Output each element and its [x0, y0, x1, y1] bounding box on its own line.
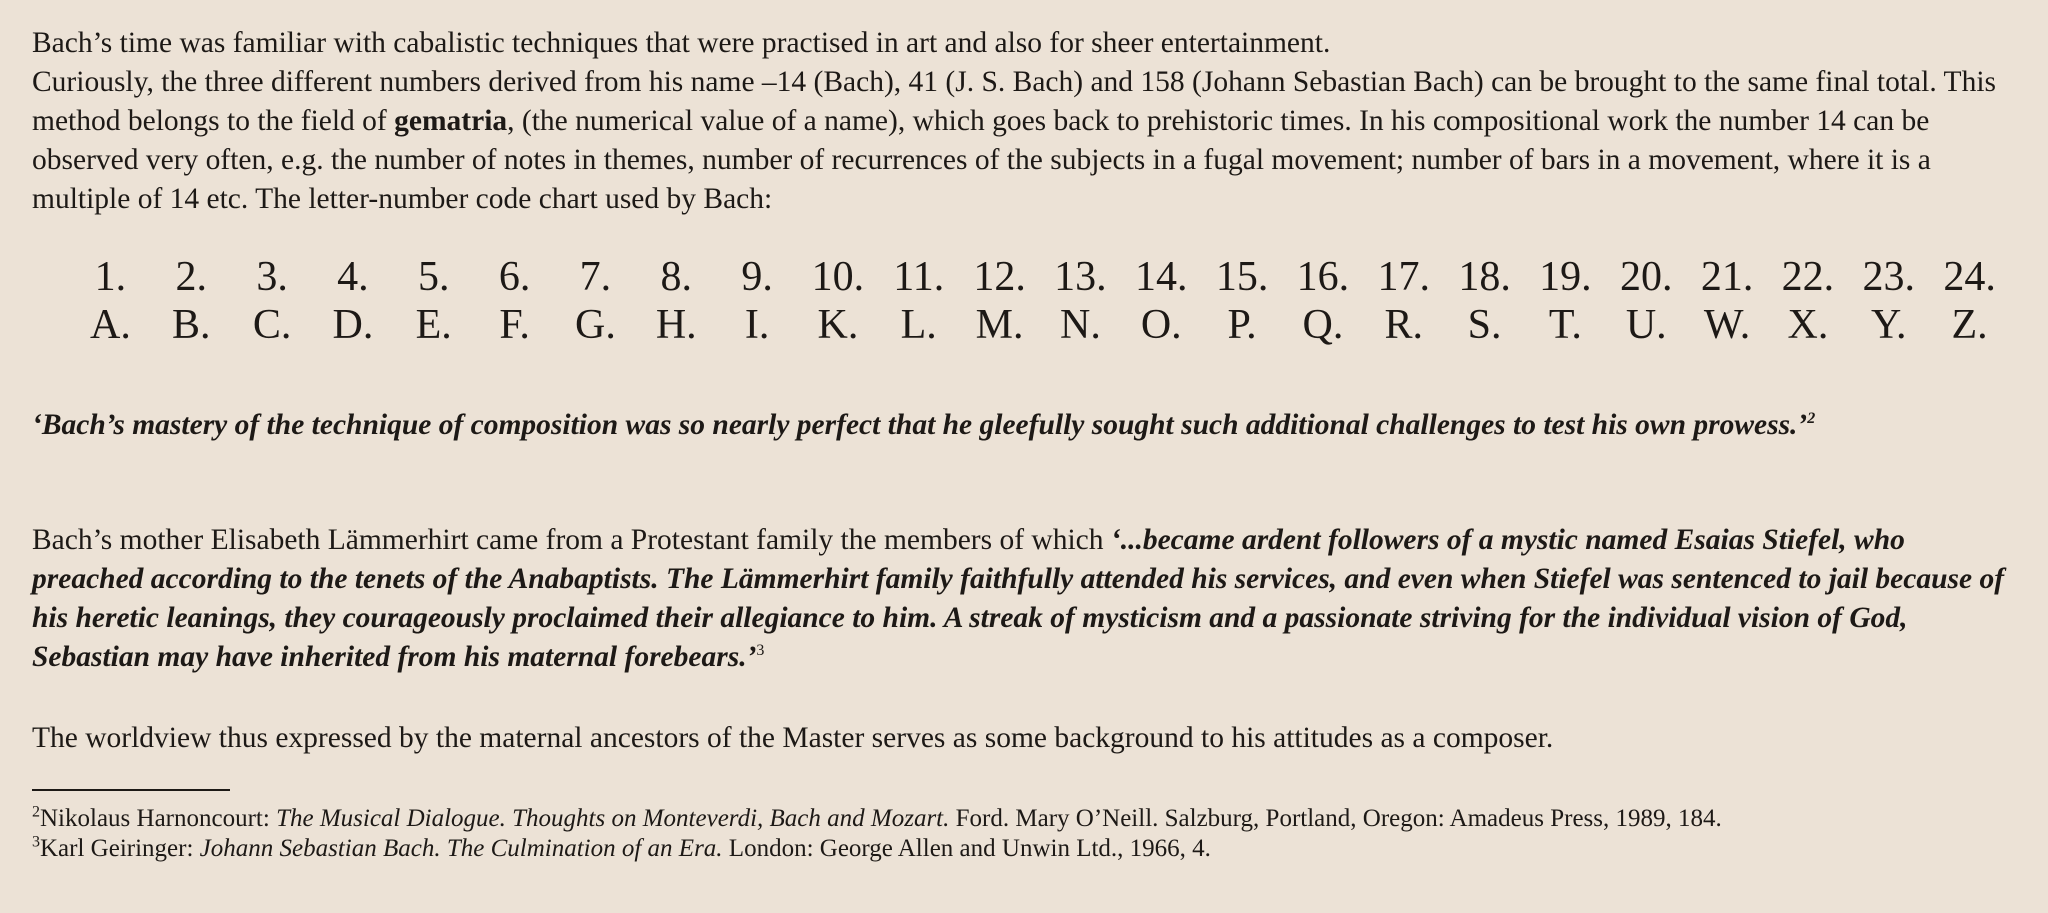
worldview-paragraph: The worldview thus expressed by the maternal ancestors of the Master serves as some background to his attitudes as a composer. — [32, 722, 1554, 754]
code-letter: G. — [574, 302, 616, 348]
code-number: 13. — [1054, 254, 1107, 300]
footnote-number: 3 — [32, 833, 40, 851]
code-letter: U. — [1625, 302, 1667, 348]
intro-text-a: Curiously, the three different numbers derived from his name –14 (Bach), 41 (J. S. Bach) and 158 (Johann Sebastian Bach) can be brought to the same final total. This method belongs to the field of — [32, 66, 1996, 137]
footnote-publication: Ford. Mary O’Neill. Salzburg, Portland, Oregon: Amadeus Press, 1989, 184. — [949, 805, 1722, 832]
code-letter: Q. — [1302, 302, 1344, 348]
footnote-number: 2 — [32, 803, 40, 821]
code-number: 22. — [1781, 254, 1835, 300]
code-number: 21. — [1700, 254, 1754, 300]
code-letter: I. — [744, 302, 770, 348]
mother-paragraph — [32, 521, 2012, 677]
code-number: 16. — [1296, 254, 1350, 300]
code-letter: X. — [1787, 302, 1829, 348]
code-letter: M. — [975, 302, 1024, 348]
code-letter: P. — [1227, 302, 1257, 348]
code-number: 2. — [175, 254, 207, 300]
code-number: 19. — [1539, 254, 1592, 300]
code-number: 1. — [94, 254, 127, 300]
code-number: 24. — [1943, 254, 1996, 300]
code-letter: T. — [1548, 302, 1582, 348]
footnote-title: Johann Sebastian Bach. The Culmination of an Era. — [199, 835, 723, 862]
code-letter: Z. — [1951, 302, 1988, 348]
footnote-divider — [32, 789, 230, 791]
code-letter: H. — [655, 302, 697, 348]
code-number: 14. — [1134, 254, 1188, 300]
gematria-term: gematria — [394, 105, 508, 137]
code-number: 11. — [893, 254, 945, 300]
code-letter: A. — [89, 302, 131, 348]
code-letter: Y. — [1871, 302, 1907, 348]
intro-paragraph — [32, 24, 2012, 219]
code-letter: W. — [1703, 302, 1751, 348]
code-number: 7. — [579, 254, 612, 300]
code-letter: O. — [1140, 302, 1182, 348]
mastery-quote-text: ‘Bach’s mastery of the technique of composition was so nearly perfect that he gleefully sought such additional challenges to test his own prowess.’ — [32, 409, 1808, 441]
code-number: 12. — [973, 254, 1026, 300]
mother-paragraph-text: Bach’s mother Elisabeth Lämmerhirt came from a Protestant family the members of which — [32, 524, 1111, 556]
code-letter: F. — [499, 302, 530, 348]
footnote-author: Karl Geiringer: — [40, 835, 200, 862]
footnote-3 — [32, 834, 2012, 864]
code-letter: L. — [900, 302, 937, 348]
code-letter: S. — [1467, 302, 1502, 348]
mastery-quote — [32, 406, 2012, 445]
intro-line-1: Bach’s time was familiar with cabalistic techniques that were practised in art and also for sheer entertainment. — [32, 27, 1331, 59]
code-letter: C. — [252, 302, 292, 348]
footnote-ref-2: 2 — [1807, 410, 1816, 428]
code-letter: E. — [415, 302, 452, 348]
code-letter: B. — [171, 302, 211, 348]
code-number: 20. — [1619, 254, 1673, 300]
code-number: 17. — [1377, 254, 1430, 300]
code-number: 6. — [498, 254, 531, 300]
code-number: 10. — [811, 254, 865, 300]
lammerhirt-quote: ‘...became ardent followers of a mystic named Esaias Stiefel, who preached according to the tenets of the Anabaptists. The Lämmerhirt family faithfully attended his services, and even when Stiefel was sentenced to jail because of his heretic leanings, they courageously proclaimed their allegiance to him. A streak of mysticism and a passionate striving for the individual vision of God, Sebastian may have inherited from his maternal forebears.’ — [32, 524, 2005, 673]
code-number: 23. — [1862, 254, 1915, 300]
footnote-2 — [32, 804, 2012, 834]
code-number: 3. — [256, 254, 288, 300]
code-letter: R. — [1384, 302, 1423, 348]
code-number: 15. — [1215, 254, 1269, 300]
code-number: 5. — [417, 254, 450, 300]
intro-text-b: , (the numerical value of a name), which goes back to prehistoric times. In his compositional work the number 14 can be observed very often, e.g. the number of notes in themes, number of recurrences of the subjects in a fugal movement; number of bars in a movement, where it is a multiple of 14 etc. The letter-number code chart used by Bach: — [32, 105, 1931, 215]
code-number: 18. — [1458, 254, 1511, 300]
footnote-author: Nikolaus Harnoncourt: — [40, 805, 277, 832]
code-letter: N. — [1059, 302, 1101, 348]
code-number: 9. — [741, 254, 773, 300]
footnote-publication: London: George Allen and Unwin Ltd., 1966, 4. — [722, 835, 1211, 862]
letter-number-code-chart — [70, 254, 2010, 348]
code-number: 8. — [660, 254, 692, 300]
footnote-ref-3: 3 — [756, 642, 765, 660]
code-letter: D. — [332, 302, 374, 348]
footnote-title: The Musical Dialogue. Thoughts on Monteverdi, Bach and Mozart. — [276, 805, 950, 832]
code-number: 4. — [337, 254, 369, 300]
code-letter: K. — [817, 302, 859, 348]
